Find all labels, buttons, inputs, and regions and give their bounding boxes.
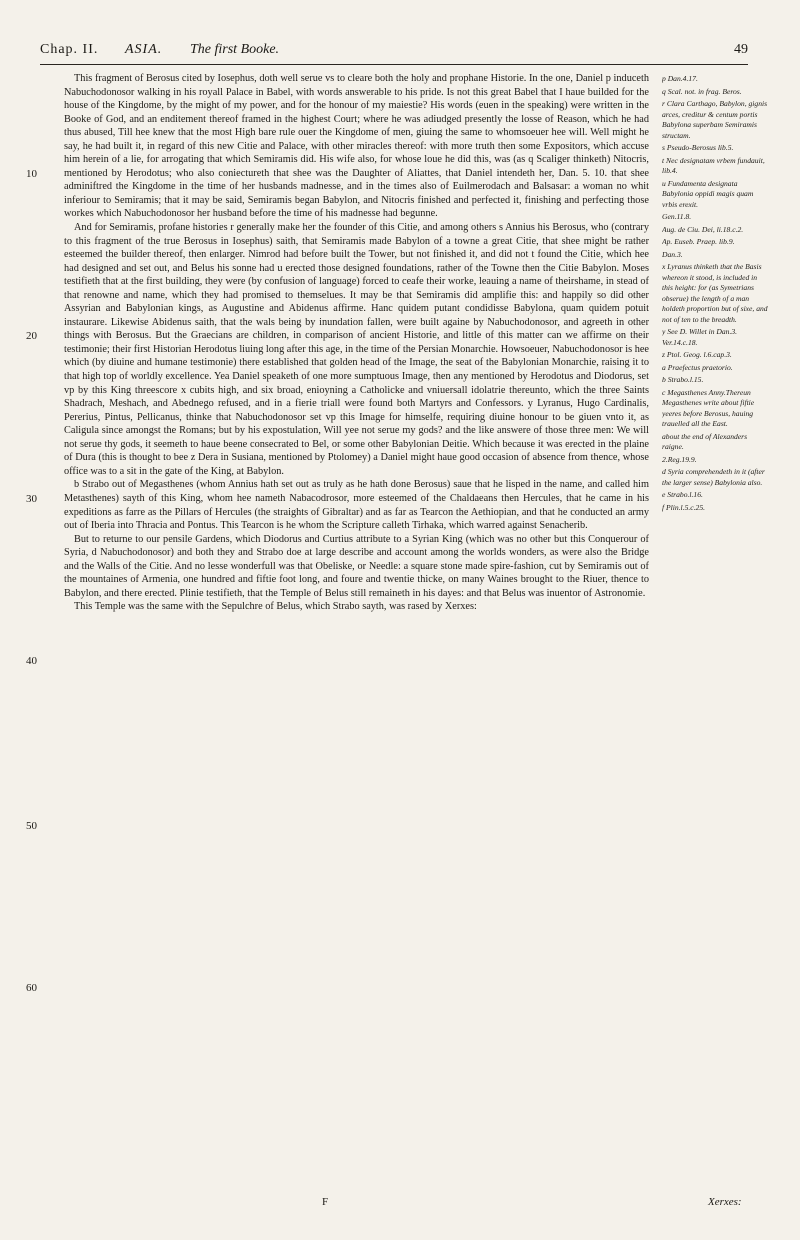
margin-note: x Lyranus thinketh that the Basis whereon it stood, is included in this height: for (as Symetrians obserue) the length of a man holdeth proportion but of sixe, and not of ten to the breadth. <box>662 262 768 324</box>
line-number: 10 <box>26 168 37 180</box>
region-label: ASIA. <box>125 42 163 57</box>
line-number: 30 <box>26 493 37 505</box>
margin-note: d Syria comprehendeth in it (after the larger sense) Babylonia also. <box>662 467 765 487</box>
paragraph: This Temple was the same with the Sepulchre of Belus, which Strabo sayth, was rased by Xerxes: <box>74 601 477 613</box>
margin-note: about the end of Alexanders raigne. <box>662 431 748 451</box>
margin-note: e Strabo.l.16. <box>662 490 703 499</box>
margin-note: Ap. Euseb. Praep. lib.9. <box>662 237 735 246</box>
line-number: 20 <box>26 330 37 342</box>
margin-note: a Praefectus praetorio. <box>662 362 733 372</box>
line-number: 40 <box>26 655 37 667</box>
margin-note: r Clara Carthago, Babylon, gignis arces, creditur & centum portis Babylona superbam Semiramis structam. <box>662 99 768 140</box>
signature-mark: F <box>322 1196 329 1208</box>
page-number: 49 <box>734 42 748 57</box>
marginal-notes <box>662 74 768 1184</box>
margin-note: y See D. Willet in Dan.3. Ver.14.c.18. <box>662 327 738 347</box>
margin-note: f Plin.l.5.c.25. <box>662 502 706 512</box>
margin-note: 2.Reg.19.9. <box>662 454 697 464</box>
line-number: 50 <box>26 820 37 832</box>
main-text <box>64 72 649 1192</box>
paragraph: This fragment of Berosus cited by Iosephus, doth well serue vs to cleare both the holy and prophane Historie. In the one, Daniel p induceth Nabuchodonosor walking in his royall Palace in Babel, with words answerable to his pride. Is not this great Babel that I haue builded for the house of the Kingdome, by the might of my power, and for the honour of my maiestie? His words (euen in the speaking) were written in the Booke of God, and an enditement thereof framed in the highest Court; where he was adiudged presently the losse of Reason, which he had thus abused, Till hee knew that the most High bare rule ouer the Kingdome of men, giuing the same to whomsoeuer hee will. Well might he say, he had built it, in regard of this new Citie and Palace, with other miracles thereof: with more truth then some Expositors, which accuse him herein of a lie, for arrogating that which Semiramis did. His wife also, for whose loue he did this, was (as q Scaliger thinketh) Nitocris, mentioned by Herodotus; who also coniectureth that shee was the Daughter of Aliattes, that Daniel intendeth her, Dan. 5. 10. that shee adminiftred the Kingdome in the time of her husbands madnesse, and in the times also of Euilmerodach and Balsasar: a woman no whit inferiour to Semiramis; that it may be said, Semiramis began Babylon, and Nitocris finished and perfected it, finishing and perfecting those workes which Nabuchodonosor her husband before the time of his madnesse had begunne. <box>64 73 649 220</box>
margin-note: Dan.3. <box>662 249 683 259</box>
running-header <box>40 42 748 65</box>
margin-note: c Megasthenes Anny.Thereun Megasthenes write about fiftie yeeres before Berosus, hauing trauelled all the East. <box>662 387 755 428</box>
margin-note: s Pseudo-Berosus lib.5. <box>662 143 734 152</box>
margin-note: p Dan.4.17. <box>662 74 698 83</box>
paragraph: And for Semiramis, profane histories r generally make her the founder of this Citie, and among others s Annius his Berosus, who (contrary to this fragment of the true Berosus in Iosephus) saith, that Semiramis made Babylon of a towne a great Citie, that shee might be rather esteemed the builder thereof, then enlarger. Nimrod had before built the Tower, but not finished it, and did not t found the Citie, which hee had designed and set out, and Belus his sonne had u erected those designed foundations, rather of the Towne then the Citie Babylon. Moses testifieth that at the first building, they were (by confusion of language) forced to ceafe their worke, leauing a name of theirshame, in stead of that renowne and name, which they had promised to themselues. It may be that Semiramis did amplifie this: and happily so did other Assyrian and Babylonian kings, as Augustine and Abidenus affirme. Hanc quidem putant condidisse Babylona, quam quidem potuit instaurare. Likewise Abidenus saith, that the wals being by inundation fallen, were built againe by Nabuchodonosor, and agreeth in other things with Berosus. But the Graecians are children, in comparison of ancient Historie, and little of this matter can we affirme on their testimonie; their first Historian Herodotus liuing long after this age, in the time of the Persian Monarchie. Howsoeuer, Nabuchodonosor is hee which (by diuine and humane testimonie) there established that golden head of the Image, the seat of the Babylonian Monarchie, raising it to that high top of worldly excellence. Yea Daniel speaketh of one more sumptuous Image, then any mentioned by Herodotus and Diodorus, set vp by this King threescore x cubits high, and six broad, enioyning a Catholicke and vniuersall idolatrie thereunto, which the three Saints Shadrach, Meshach, and Abednego refused, and in a fierie triall were found both Martyrs and Confessors. y Lyranus, Hugo Cardinalis, Pererius, Pintus, Pellicanus, thinke that Nabuchodonosor set vp this Image for himselfe, requiring diuine honour to be giuen vnto it, as Caligula since amongst the Romans; but by his expostulation, Will yee not serue my gods? and the like answere of those three men: We will not serue thy gods, it seemeth to haue beene consecrated to Bel, or some other Babylonian Deitie. Which because it was erected in the plaine of Dura (this is thought to bee z Dera in Susiana, mentioned by Ptolomey) a Daniel might haue good occasion of absence from thence, whose office was to a sit in the gate of the King, at Babylon. <box>64 222 649 477</box>
margin-note: u Fundamenta designata Babylonia oppidi magis quam vrbis erexit. <box>662 178 754 209</box>
chapter-label: Chap. II. <box>40 42 99 57</box>
margin-note: t Nec designatam vrbem fundauit, lib.4. <box>662 155 765 175</box>
paragraph: b Strabo out of Megasthenes (whom Annius hath set out as truly as he hath done Berosus) saue that he lisped in the name, and called him Metasthenes) sayth of this King, whom hee nameth Nabacodrosor, more esteemed of the Chaldaeans then Hercules, that he came in his expeditions as farre as the Pillars of Hercules (the straights of Gibraltar) and as far as Tearcon the Aethiopian, and that he conducted an army out of Iberia into Thracia and Pontus. This Tearcon is he whom the Scripture calleth Tirhaka, which warred against Senacherib. <box>64 479 649 532</box>
book-title: The first Booke. <box>190 42 280 57</box>
paragraph: But to returne to our pensile Gardens, which Diodorus and Curtius attribute to a Syrian King (which was no other but this Conquerour of Syria, d Nabuchodonosor) and both they and Strabo doe at large describe and account among the worlds wonders, as were also the Bridge and the Walls of the Citie. And no lesse wonderfull was that Obeliske, or Needle: a square stone made spire-fashion, cut by Semiramis out of the mountaines of Armenia, one hundred and fiftie foot long, and foure and twentie thicke, on many Waines brought to the Riuer, thence to Babylon, and there erected. Plinie testifieth, that the Temple of Belus still remaineth in his dayes: and that Belus was inuentor of Astronomie. <box>64 533 649 599</box>
margin-note: q Scal. not. in frag. Beros. <box>662 86 742 96</box>
margin-note: z Ptol. Geog. l.6.cap.3. <box>662 350 732 359</box>
line-number: 60 <box>26 982 37 994</box>
margin-note: Gen.11.8. <box>662 212 692 221</box>
margin-note: Aug. de Ciu. Dei, li.18.c.2. <box>662 224 744 234</box>
catchword: Xerxes: <box>708 1196 742 1208</box>
margin-note: b Strabo.l.15. <box>662 375 704 384</box>
